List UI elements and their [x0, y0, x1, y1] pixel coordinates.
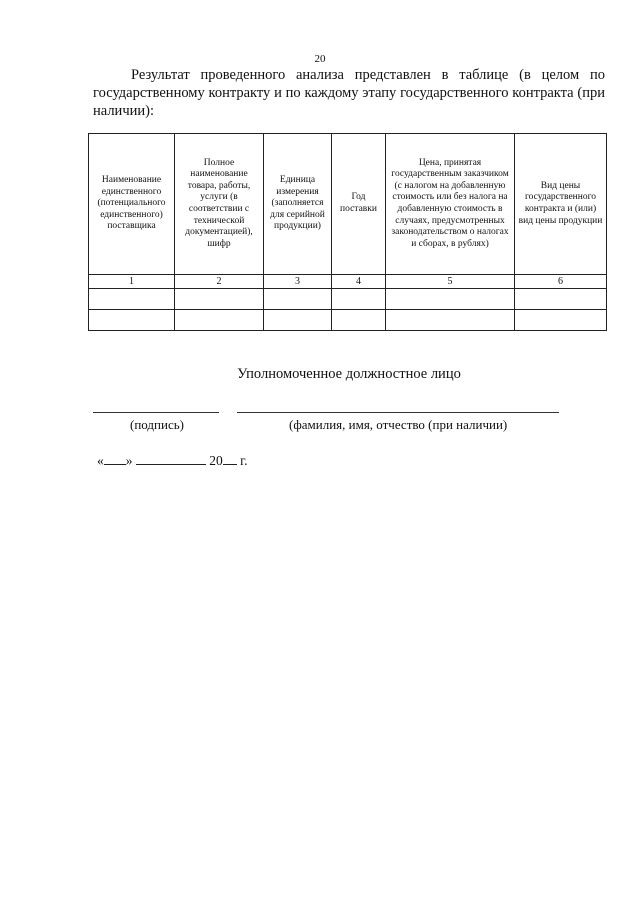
- full-name-line: [237, 412, 559, 413]
- column-header-price-type: Вид цены государственного контракта и (или) вид цены продукции: [515, 134, 607, 275]
- column-number: 4: [332, 275, 386, 289]
- column-number: 3: [264, 275, 332, 289]
- day-blank: [104, 452, 126, 465]
- official-title: Уполномоченное должностное лицо: [237, 366, 461, 382]
- column-header-unit: Единица измерения (заполняется для серийной продукции): [264, 134, 332, 275]
- column-header-price: Цена, принятая государственным заказчиком (с налогом на добавленную стоимость или без налога на добавленную стоимость в случаях, предусмотренных законодательством о налогах и сборах, в рублях): [386, 134, 515, 275]
- table-cell: [175, 289, 264, 310]
- table-cell: [386, 289, 515, 310]
- analysis-result-table: [88, 133, 607, 331]
- year-suffix: г.: [240, 453, 248, 468]
- page-number: 20: [314, 53, 326, 65]
- column-number: 2: [175, 275, 264, 289]
- column-header-supplier: Наименование единственного (потенциального единственного) поставщика: [89, 134, 175, 275]
- signature-caption: (подпись): [130, 417, 184, 432]
- year-prefix: 20: [209, 453, 223, 468]
- column-number: 6: [515, 275, 607, 289]
- date-line: [97, 452, 248, 469]
- table-cell: [515, 310, 607, 331]
- table-row: [89, 289, 607, 310]
- table-header-row: [89, 134, 607, 275]
- column-header-delivery-year: Год поставки: [332, 134, 386, 275]
- full-name-caption: (фамилия, имя, отчество (при наличии): [289, 417, 508, 432]
- table-cell: [332, 310, 386, 331]
- column-number: 1: [89, 275, 175, 289]
- open-quote: «: [97, 453, 104, 468]
- table-cell: [175, 310, 264, 331]
- column-number: 5: [386, 275, 515, 289]
- table-cell: [386, 310, 515, 331]
- table-cell: [515, 289, 607, 310]
- table-cell: [332, 289, 386, 310]
- table-cell: [89, 310, 175, 331]
- table-cell: [89, 289, 175, 310]
- intro-paragraph: Результат проведенного анализа представлен в таблице (в целом по государственному контракту и по каждому этапу государственного контракта (при наличии):: [93, 67, 605, 119]
- close-quote: »: [125, 453, 133, 468]
- signature-line: [93, 412, 219, 413]
- column-header-product-name: Полное наименование товара, работы, услуги (в соответствии с технической документацией), шифр: [175, 134, 264, 275]
- month-blank: [136, 452, 206, 465]
- table-cell: [264, 310, 332, 331]
- year-blank: [223, 452, 237, 465]
- table-row: [89, 310, 607, 331]
- table-cell: [264, 289, 332, 310]
- column-number-row: [89, 275, 607, 289]
